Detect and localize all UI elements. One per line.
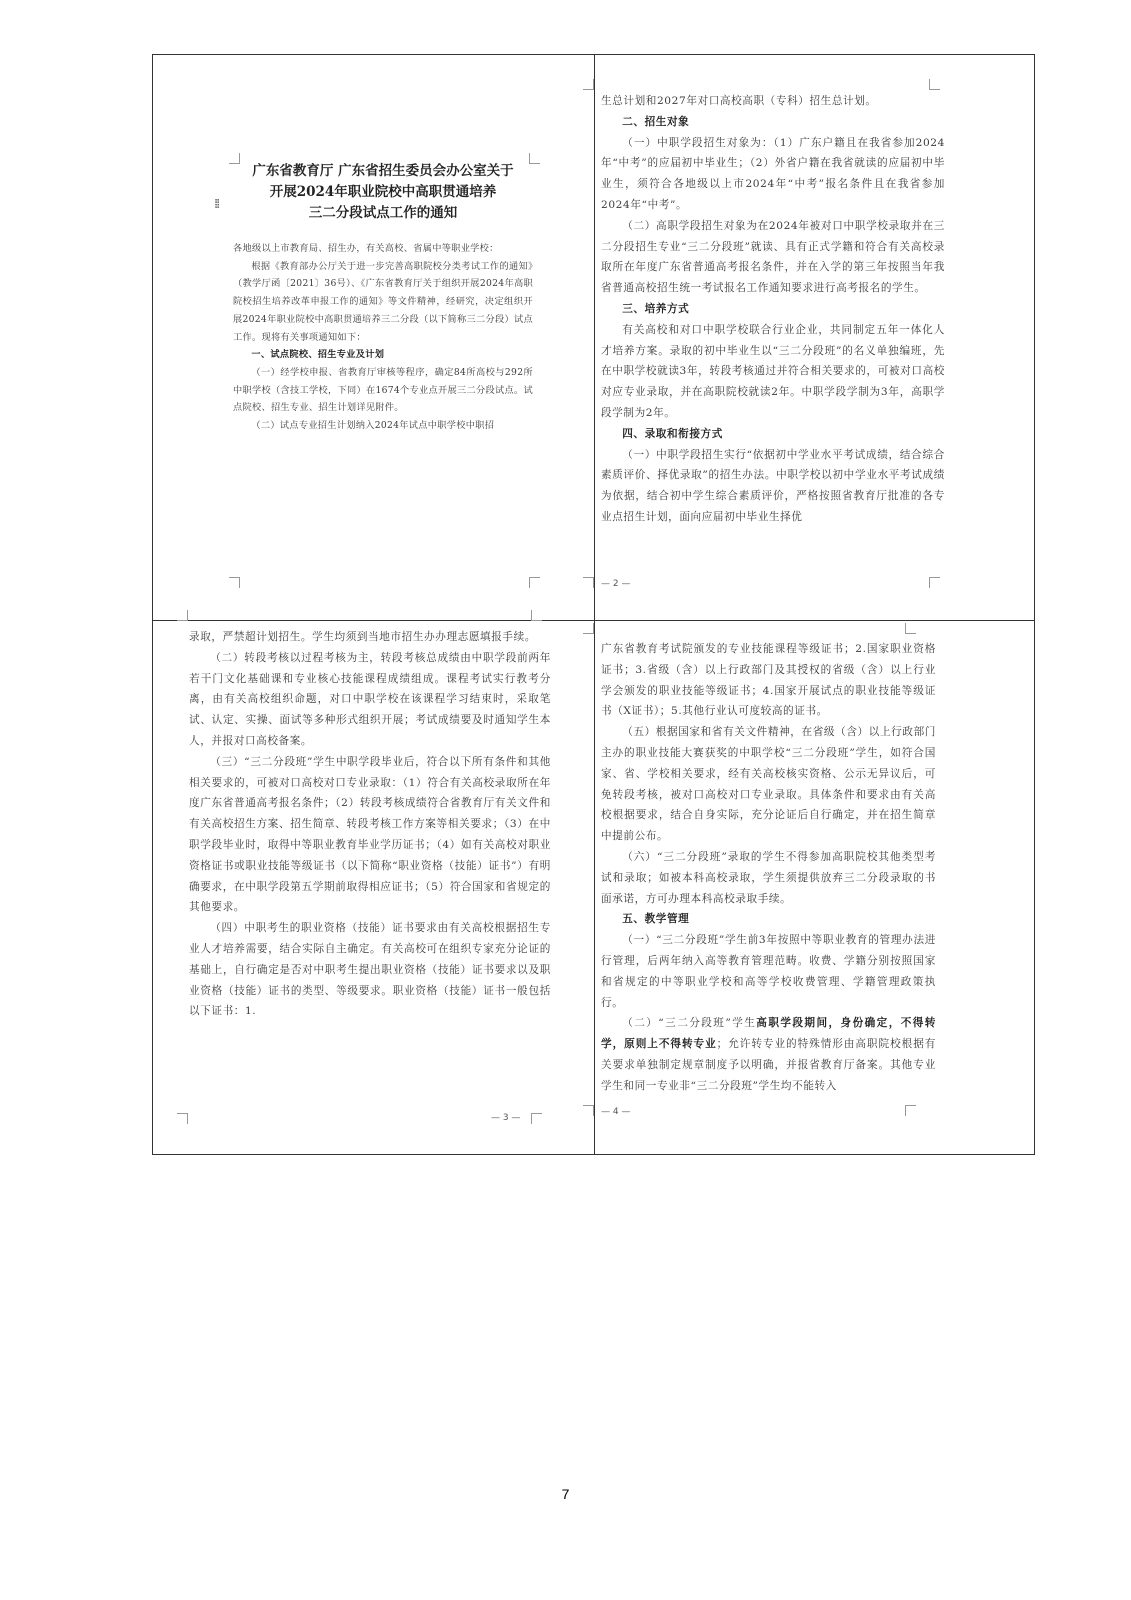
paragraph: （三）“三二分段班”学生中职学段毕业后，符合以下所有条件和其他相关要求的，可被对口高校对口专业录取：（1）符合有关高校录取所在年度广东省普通高考报名条件；（2）转段考核成绩符合省教育厅有关文件和有关高校招生方案、招生简章、转段考核工作方案等相关要求；（3）在中职学段毕业时，取得中等职业教育毕业学历证书；（4）如有关高校对职业资格证书或职业技能等级证书（以下简称“职业资格（技能）证书”）有明确要求，在中职学段第五学期前取得相应证书；（5）符合国家和省规定的其他要求。 [189,755,551,914]
crop-mark [905,623,916,634]
crop-mark [583,1105,594,1116]
paragraph: （一）中职学段招生实行“依据初中学业水平考试成绩，结合综合素质评价、择优录取”的招生办法。中职学校以初中学业水平考试成绩为依据，结合初中学生综合素质评价，严格按照省教育厅批准的各专业点招生计划，面向应届初中毕业生择优 [601,448,945,523]
title-line-3: 三二分段试点工作的通知 [308,205,458,221]
document-page-4 [601,639,936,1109]
paragraph: （一）“三二分段班”学生前3年按照中等职业教育的管理办法进行管理，后两年纳入高等教育管理范畴。收费、学籍分别按照国家和省规定的中等职业学校和高等学校收费管理、学籍管理政策执行。 [601,934,936,1009]
salutation: 各地级以上市教育局、招生办，有关高校、省属中等职业学校： [233,243,499,254]
section-heading: 一、试点院校、招生专业及计划 [251,349,385,361]
crop-mark [583,79,594,90]
crop-mark [531,610,542,621]
crop-mark [177,1113,188,1124]
section-heading: 五、教学管理 [622,913,690,926]
paragraph: （一）经学校申报、省教育厅审核等程序，确定84所高校与292所中职学校（含技工学校，下同）在1674个专业点开展三二分段试点。试点院校、招生专业、招生计划详见附件。 [233,366,533,414]
title-line-2: 开展2024年职业院校中高职贯通培养 [269,184,497,200]
paragraph-continuation: 生总计划和2027年对口高校高职（专科）招生总计划。 [601,95,877,107]
crop-mark [177,610,188,621]
page-number: — 2 — [601,579,631,589]
title-line-1: 广东省教育厅 广东省招生委员会办公室关于 [252,163,514,179]
paragraph-continuation: 广东省教育考试院颁发的专业技能课程等级证书；2.国家职业资格证书；3.省级（含）以上行政部门及其授权的省级（含）以上行业学会颁发的职业技能等级证书；4.国家开展试点的职业技能等级证书（X证书）；5.其他行业认可度较高的证书。 [601,643,936,718]
page-number: — 3 — [491,1113,521,1123]
paragraph: （二）试点专业招生计划纳入2024年试点中职学校中职招 [251,420,495,432]
paragraph: （五）根据国家和省有关文件精神，在省级（含）以上行政部门主办的职业技能大赛获奖的中职学校“三二分段班”学生，如符合国家、省、学校相关要求，经有关高校核实资格、公示无异议后，可免转段考核，被对口高校对口专业录取。具体条件和要求由有关高校根据要求，结合自身实际，充分论证后自行确定，并在招生简章中提前公布。 [601,726,936,843]
document-title [233,161,533,224]
footer-page-number: 7 [561,1486,570,1502]
paragraph: （六）“三二分段班”录取的学生不得参加高职院校其他类型考试和录取；如被本科高校录取，学生须提供放弃三二分段录取的书面承诺，方可办理本科高校录取手续。 [601,850,936,905]
section-heading: 二、招生对象 [622,115,690,128]
section-heading: 三、培养方式 [622,302,690,315]
bold-emphasis: 高职学段期间，身份确定，不得转学，原则上不得转专业 [601,1017,936,1051]
paragraph [601,1013,936,1096]
paragraph-part: ；允许转专业的特殊情形由高职院校根据有关要求单独制定规章制度予以明确，并报省教育厅备案。其他专业学生和同一专业非“三二分段班”学生均不能转入 [601,1038,936,1092]
crop-mark [529,577,540,588]
paragraph: 有关高校和对口中职学校联合行业企业，共同制定五年一体化人才培养方案。录取的初中毕业生以“三二分段班”的名义单独编班，先在中职学校就读3年，转段考核通过并符合相关要求的，可被对口高校对应专业录取，并在高职院校就读2年。中职学段学制为3年，高职学段学制为2年。 [601,323,945,419]
section-heading: 四、录取和衔接方式 [622,427,723,440]
paragraph: （四）中职考生的职业资格（技能）证书要求由有关高校根据招生专业人才培养需要，结合实际自主确定。有关高校可在组织专家充分论证的基础上，自行确定是否对中职考生提出职业资格（技能）证书要求以及职业资格（技能）证书的类型、等级要求。职业资格（技能）证书一般包括以下证书：1. [189,922,551,1018]
sheet-vertical-divider [594,55,595,1154]
paragraph-continuation: 录取，严禁超计划招生。学生均须到当地市招生办办理志愿填报手续。 [189,631,537,643]
crop-mark [229,577,240,588]
page-number: — 4 — [601,1107,631,1117]
scanned-sheet [152,54,1035,1155]
paragraph: 根据《教育部办公厅关于进一步完善高职院校分类考试工作的通知》（教学厅函〔2021〕36号）、《广东省教育厅关于组织开展2024年高职院校招生培养改革申报工作的通知》等文件精神，经研究，决定组织开展2024年职业院校中高职贯通培养三二分段（以下简称三二分段）试点工作。现将有关事项通知如下： [233,260,533,343]
crop-mark [583,577,594,588]
document-page-1 [233,155,533,575]
drag-handle-icon: ⁞⁞ [214,197,219,212]
paragraph: （二）转段考核以过程考核为主，转段考核总成绩由中职学段前两年若干门文化基础课和专业核心技能课程成绩组成。课程考试实行教考分离，由有关高校组织命题，对口中职学校在该课程学习结束时，采取笔试、认定、实操、面试等多种形式组织开展；考试成绩要及时通知学生本人，并报对口高校备案。 [189,651,551,747]
crop-mark [583,623,594,634]
document-page-2 [601,91,945,611]
crop-mark [929,79,940,90]
paragraph: （二）高职学段招生对象为在2024年被对口中职学校录取并在三二分段招生专业“三二分段班”就读、具有正式学籍和符合有关高校录取所在年度广东省普通高考报名条件，并在入学的第三年按照当年我省普通高校招生统一考试报名工作通知要求进行高考报名的学生。 [601,219,945,295]
paragraph-part: （二）“三二分段班”学生 [622,1017,757,1030]
paragraph: （一）中职学段招生对象为：（1）广东户籍且在我省参加2024年“中考”的应届初中毕业生；（2）外省户籍在我省就读的应届初中毕业生，须符合各地级以上市2024年“中考”报名条件且在我省参加2024年“中考”。 [601,136,945,211]
document-page-3 [189,627,551,1127]
